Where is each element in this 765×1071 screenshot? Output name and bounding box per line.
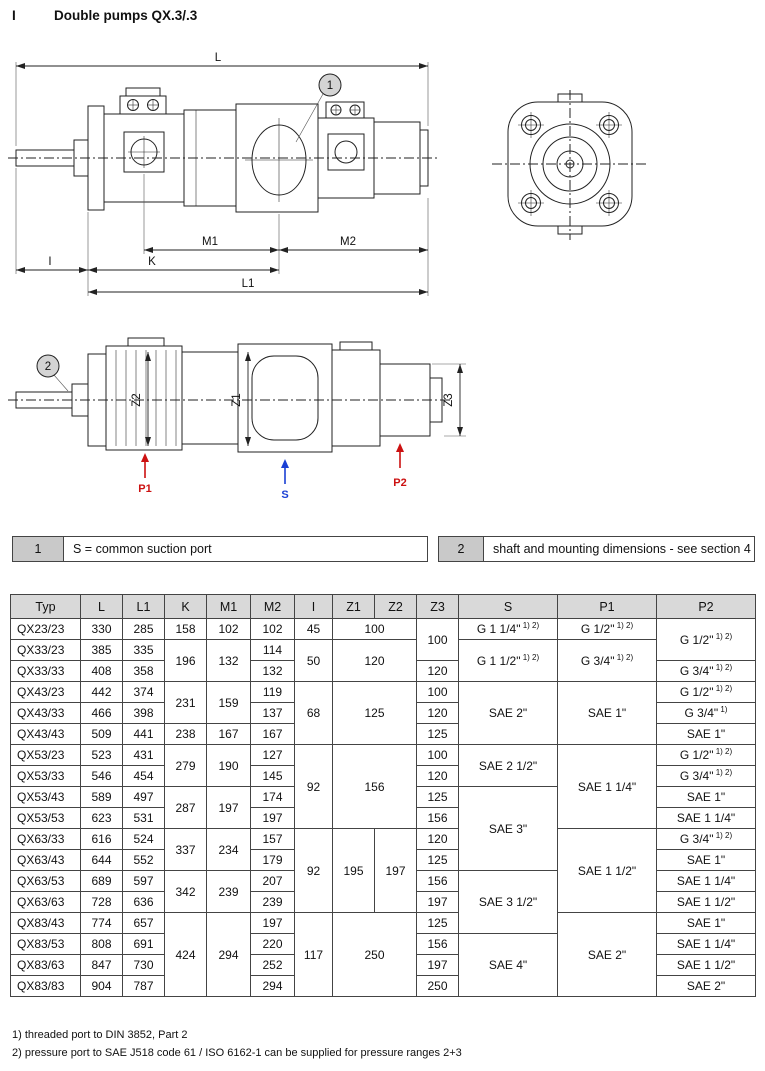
table-cell: 531 xyxy=(123,808,165,829)
table-cell: 68 xyxy=(295,682,333,745)
table-cell: 730 xyxy=(123,955,165,976)
table-cell: 100 xyxy=(417,682,459,703)
table-cell: SAE 4" xyxy=(459,934,558,997)
table-cell: 546 xyxy=(81,766,123,787)
table-cell: 616 xyxy=(81,829,123,850)
table-cell: 125 xyxy=(417,787,459,808)
column-header-typ: Typ xyxy=(11,595,81,619)
table-cell: 100 xyxy=(333,619,417,640)
table-cell: 145 xyxy=(251,766,295,787)
dim-M2 xyxy=(279,198,428,254)
table-cell: 398 xyxy=(123,703,165,724)
table-cell: G 1/2" $^{1) 2)}$ xyxy=(657,619,756,661)
table-cell: G 1/2" $^{1) 2)}$ xyxy=(657,745,756,766)
column-header-p2: P2 xyxy=(657,595,756,619)
table-row xyxy=(11,619,756,640)
legend-1-number: 1 xyxy=(12,536,64,562)
table-cell: 92 xyxy=(295,745,333,829)
table-cell: 197 xyxy=(417,955,459,976)
table-cell: 285 xyxy=(123,619,165,640)
table-cell: 132 xyxy=(251,661,295,682)
table-row xyxy=(11,682,756,703)
table-cell: G 3/4" $^{1) 2)}$ xyxy=(657,661,756,682)
table-cell: 691 xyxy=(123,934,165,955)
column-header-k: K xyxy=(165,595,207,619)
table-cell: G 1 1/4" $^{1) 2)}$ xyxy=(459,619,558,640)
table-cell: 787 xyxy=(123,976,165,997)
dimension-table xyxy=(10,594,756,997)
table-cell: 119 xyxy=(251,682,295,703)
table-cell: 279 xyxy=(165,745,207,787)
p1-port-arrow xyxy=(138,453,151,495)
column-header-z2: Z2 xyxy=(375,595,417,619)
table-cell: 466 xyxy=(81,703,123,724)
table-cell: 45 xyxy=(295,619,333,640)
pump-type-cell: QX63/43 xyxy=(11,850,81,871)
table-cell: 335 xyxy=(123,640,165,661)
dim-M1 xyxy=(144,174,279,274)
dim-label-M2: M2 xyxy=(340,236,356,248)
table-cell: 197 xyxy=(207,787,251,829)
footnote-2: 2) pressure port to SAE J518 code 61 / ISO 6162-1 can be supplied for pressure ranges 2+3 xyxy=(12,1047,462,1059)
table-cell: 847 xyxy=(81,955,123,976)
column-header-m2: M2 xyxy=(251,595,295,619)
table-cell: 120 xyxy=(417,661,459,682)
table-cell: SAE 3 1/2" xyxy=(459,871,558,934)
table-cell: 250 xyxy=(417,976,459,997)
suction-port-label: S xyxy=(281,489,289,501)
table-cell: SAE 1" xyxy=(558,682,657,745)
table-body xyxy=(11,619,756,997)
column-header-z1: Z1 xyxy=(333,595,375,619)
page-header xyxy=(12,8,197,23)
dim-label-M1: M1 xyxy=(202,236,218,248)
pump-type-cell: QX53/53 xyxy=(11,808,81,829)
table-cell: SAE 1 1/4" xyxy=(657,808,756,829)
dim-L xyxy=(16,52,428,146)
table-cell: 167 xyxy=(251,724,295,745)
table-cell: G 1/2" $^{1) 2)}$ xyxy=(657,682,756,703)
table-cell: 132 xyxy=(207,640,251,682)
pump-type-cell: QX63/33 xyxy=(11,829,81,850)
table-cell: SAE 1 1/4" xyxy=(558,745,657,829)
table-cell: G 1 1/2" $^{1) 2)}$ xyxy=(459,640,558,682)
table-cell: SAE 3" xyxy=(459,787,558,871)
table-cell: 114 xyxy=(251,640,295,661)
table-cell: SAE 1" xyxy=(657,787,756,808)
table-cell: SAE 1" xyxy=(657,850,756,871)
table-cell: 125 xyxy=(417,850,459,871)
pump-type-cell: QX53/33 xyxy=(11,766,81,787)
pump-type-cell: QX23/23 xyxy=(11,619,81,640)
table-cell: G 3/4" $^{1) 2)}$ xyxy=(558,640,657,682)
table-cell: 120 xyxy=(417,766,459,787)
table-row xyxy=(11,829,756,850)
p2-port-label: P2 xyxy=(393,477,407,489)
table-cell: 374 xyxy=(123,682,165,703)
table-cell: 358 xyxy=(123,661,165,682)
table-cell: 120 xyxy=(417,829,459,850)
table-cell: SAE 1 1/2" xyxy=(558,829,657,913)
pump-type-cell: QX33/23 xyxy=(11,640,81,661)
table-cell: 294 xyxy=(207,913,251,997)
port-view-drawing xyxy=(8,338,452,452)
table-cell: 441 xyxy=(123,724,165,745)
table-cell: 159 xyxy=(207,682,251,724)
table-cell: 156 xyxy=(417,808,459,829)
dim-label-L1: L1 xyxy=(241,278,255,290)
column-header-z3: Z3 xyxy=(417,595,459,619)
table-cell: 442 xyxy=(81,682,123,703)
table-cell: SAE 2 1/2" xyxy=(459,745,558,787)
table-cell: 125 xyxy=(333,682,417,745)
table-cell: 728 xyxy=(81,892,123,913)
balloon-2 xyxy=(37,355,68,391)
table-cell: 250 xyxy=(333,913,417,997)
table-cell: 125 xyxy=(417,724,459,745)
pump-type-cell: QX83/63 xyxy=(11,955,81,976)
table-cell: 287 xyxy=(165,787,207,829)
side-view-drawing xyxy=(8,88,438,212)
pump-type-cell: QX53/23 xyxy=(11,745,81,766)
dim-Z3 xyxy=(432,364,466,436)
table-cell: 238 xyxy=(165,724,207,745)
column-header-s: S xyxy=(459,595,558,619)
footnote-1: 1) threaded port to DIN 3852, Part 2 xyxy=(12,1029,188,1041)
dim-label-L: L xyxy=(214,52,222,64)
dim-K xyxy=(88,256,279,270)
table-cell: 231 xyxy=(165,682,207,724)
balloon-1-number: 1 xyxy=(326,80,334,92)
table-cell: SAE 2" xyxy=(558,913,657,997)
technical-drawings xyxy=(0,48,765,518)
table-cell: SAE 1 1/4" xyxy=(657,871,756,892)
table-cell: 644 xyxy=(81,850,123,871)
table-cell: 408 xyxy=(81,661,123,682)
suction-port-arrow xyxy=(281,459,289,501)
pump-type-cell: QX63/63 xyxy=(11,892,81,913)
table-cell: 125 xyxy=(417,913,459,934)
table-cell: 127 xyxy=(251,745,295,766)
pump-type-cell: QX83/53 xyxy=(11,934,81,955)
column-header-i: I xyxy=(295,595,333,619)
dim-Z2 xyxy=(131,352,148,446)
table-cell: 636 xyxy=(123,892,165,913)
dim-label-Z1: Z1 xyxy=(231,393,243,407)
table-cell: 120 xyxy=(417,703,459,724)
column-header-m1: M1 xyxy=(207,595,251,619)
pump-type-cell: QX63/53 xyxy=(11,871,81,892)
balloon-2-number: 2 xyxy=(44,361,52,373)
table-row xyxy=(11,913,756,934)
section-marker: I xyxy=(12,8,16,23)
table-cell: 234 xyxy=(207,829,251,871)
dim-I xyxy=(16,168,88,296)
dim-label-Z2: Z2 xyxy=(131,393,143,407)
table-cell: 424 xyxy=(165,913,207,997)
legend-2-number: 2 xyxy=(438,536,484,562)
table-cell: 657 xyxy=(123,913,165,934)
table-cell: 552 xyxy=(123,850,165,871)
dim-label-I: I xyxy=(48,256,52,268)
table-cell: 156 xyxy=(417,871,459,892)
table-cell: 904 xyxy=(81,976,123,997)
table-cell: 100 xyxy=(417,619,459,661)
page-title: Double pumps QX.3/.3 xyxy=(54,8,198,23)
table-cell: 337 xyxy=(165,829,207,871)
table-cell: 50 xyxy=(295,640,333,682)
table-cell: 597 xyxy=(123,871,165,892)
table-cell: 157 xyxy=(251,829,295,850)
table-cell: SAE 1" xyxy=(657,724,756,745)
table-cell: 197 xyxy=(251,913,295,934)
table-cell: 156 xyxy=(417,934,459,955)
column-header-p1: P1 xyxy=(558,595,657,619)
footnotes xyxy=(12,1026,462,1062)
flange-view-drawing xyxy=(492,90,648,240)
dim-L1 xyxy=(88,254,428,296)
table-cell: SAE 1 1/2" xyxy=(657,892,756,913)
column-header-l: L xyxy=(81,595,123,619)
table-cell: 137 xyxy=(251,703,295,724)
table-row xyxy=(11,745,756,766)
table-cell: 190 xyxy=(207,745,251,787)
table-cell: 239 xyxy=(207,871,251,913)
table-cell: 342 xyxy=(165,871,207,913)
table-cell: 239 xyxy=(251,892,295,913)
table-cell: 252 xyxy=(251,955,295,976)
table-cell: 92 xyxy=(295,829,333,913)
table-cell: 174 xyxy=(251,787,295,808)
table-cell: 100 xyxy=(417,745,459,766)
table-cell: 196 xyxy=(165,640,207,682)
table-row xyxy=(11,640,756,661)
table-cell: 689 xyxy=(81,871,123,892)
table-cell: 179 xyxy=(251,850,295,871)
p1-port-label: P1 xyxy=(138,483,152,495)
table-cell: SAE 2" xyxy=(657,976,756,997)
table-cell: 195 xyxy=(333,829,375,913)
table-cell: 497 xyxy=(123,787,165,808)
table-cell: 623 xyxy=(81,808,123,829)
table-cell: 197 xyxy=(251,808,295,829)
table-cell: 509 xyxy=(81,724,123,745)
pump-type-cell: QX83/83 xyxy=(11,976,81,997)
table-cell: 385 xyxy=(81,640,123,661)
table-cell: 197 xyxy=(375,829,417,913)
table-cell: 156 xyxy=(333,745,417,829)
dim-label-Z3: Z3 xyxy=(443,393,455,407)
pump-type-cell: QX43/23 xyxy=(11,682,81,703)
table-cell: 523 xyxy=(81,745,123,766)
table-cell: 524 xyxy=(123,829,165,850)
p2-port-arrow xyxy=(393,443,406,489)
legend-2-text: shaft and mounting dimensions - see section 4 xyxy=(483,536,755,562)
table-cell: G 3/4" $^{1) 2)}$ xyxy=(657,766,756,787)
table-header-row xyxy=(11,595,756,619)
legend-1-text: S = common suction port xyxy=(63,536,428,562)
table-cell: SAE 1" xyxy=(657,913,756,934)
table-cell: 774 xyxy=(81,913,123,934)
table-cell: 197 xyxy=(417,892,459,913)
table-cell: 102 xyxy=(251,619,295,640)
table-cell: SAE 1 1/2" xyxy=(657,955,756,976)
table-cell: 808 xyxy=(81,934,123,955)
table-cell: 454 xyxy=(123,766,165,787)
table-cell: 330 xyxy=(81,619,123,640)
pump-type-cell: QX43/43 xyxy=(11,724,81,745)
pump-type-cell: QX33/33 xyxy=(11,661,81,682)
pump-type-cell: QX53/43 xyxy=(11,787,81,808)
table-cell: G 1/2" $^{1) 2)}$ xyxy=(558,619,657,640)
table-cell: 589 xyxy=(81,787,123,808)
dim-Z1 xyxy=(231,352,248,446)
table-cell: 120 xyxy=(333,640,417,682)
table-cell: 102 xyxy=(207,619,251,640)
table-cell: 207 xyxy=(251,871,295,892)
table-cell: G 3/4" $^{1) 2)}$ xyxy=(657,829,756,850)
dim-label-K: K xyxy=(148,256,156,268)
table-cell: SAE 2" xyxy=(459,682,558,745)
table-cell: 167 xyxy=(207,724,251,745)
table-cell: SAE 1 1/4" xyxy=(657,934,756,955)
table-cell: 117 xyxy=(295,913,333,997)
table-cell: 220 xyxy=(251,934,295,955)
pump-type-cell: QX43/33 xyxy=(11,703,81,724)
table-cell: 158 xyxy=(165,619,207,640)
pump-type-cell: QX83/43 xyxy=(11,913,81,934)
table-cell: G 3/4" $^{1)}$ xyxy=(657,703,756,724)
table-cell: 294 xyxy=(251,976,295,997)
column-header-l1: L1 xyxy=(123,595,165,619)
table-cell: 431 xyxy=(123,745,165,766)
